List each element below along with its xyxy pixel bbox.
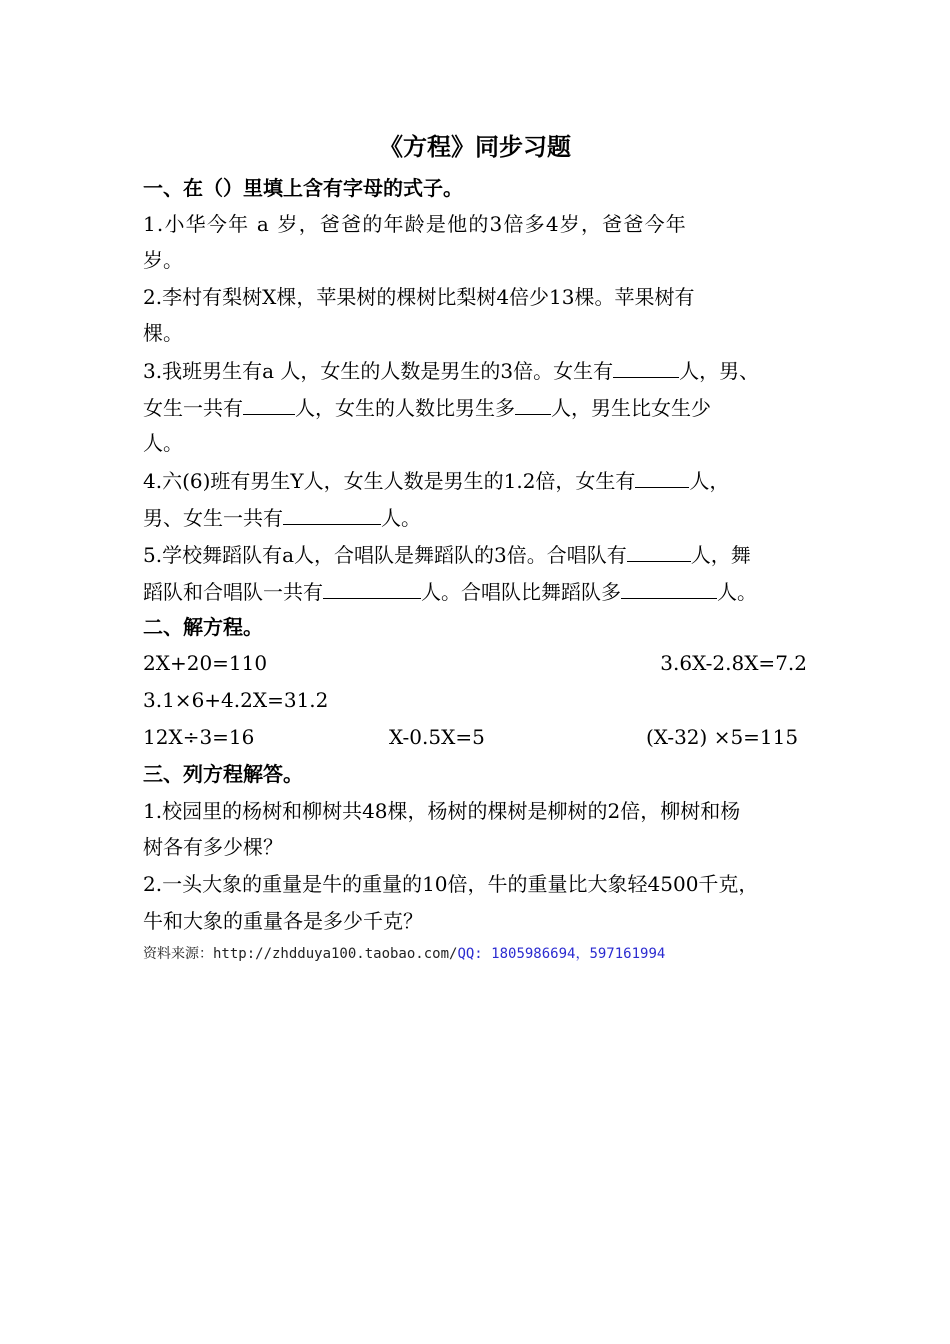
equation-2: 3.6X-2.8X=7.2 (660, 651, 807, 675)
question-3-text-d: 人，女生的人数比男生多 (295, 396, 515, 420)
problem-2-line-1: 2.一头大象的重量是牛的重量的10倍，牛的重量比大象轻4500千克， (143, 872, 759, 896)
question-3-text-b: 人，男、 (679, 359, 760, 383)
source-link[interactable]: 资料来源：http://zhdduya100.taobao.com/ (143, 946, 458, 962)
question-5-text-c: 蹈队和合唱队一共有 (143, 580, 323, 604)
question-3-text-a: 3.我班男生有a 人，女生的人数是男生的3倍。女生有 (143, 359, 614, 383)
question-2-line-2: 棵。 (143, 321, 183, 345)
question-4-text-a: 4.六(6)班有男生Y人，女生人数是男生的1.2倍，女生有 (143, 469, 636, 493)
page-title: 《方程》同步习题 (379, 132, 571, 161)
answer-blank[interactable] (635, 465, 689, 488)
answer-blank[interactable] (515, 392, 551, 415)
question-5-text-e: 人。 (717, 580, 757, 604)
section-2-heading: 二、解方程。 (143, 615, 263, 639)
problem-1-line-1: 1.校园里的杨树和柳树共48棵，杨树的棵树是柳树的2倍，柳树和杨 (143, 799, 741, 823)
equation-5: X-0.5X=5 (389, 725, 485, 749)
source-footer (143, 943, 665, 965)
question-3-text-e: 人，男生比女生少 (551, 396, 711, 420)
question-1-line-1: 1.小华今年 a 岁，爸爸的年龄是他的3倍多4岁，爸爸今年 (143, 212, 687, 236)
question-3-text-c: 女生一共有 (143, 396, 243, 420)
question-3-line-2 (143, 392, 823, 423)
answer-blank[interactable] (627, 539, 691, 562)
question-4-text-d: 人。 (381, 506, 421, 530)
question-5-line-1 (143, 539, 823, 570)
section-3-heading: 三、列方程解答。 (143, 762, 303, 786)
answer-blank[interactable] (243, 392, 295, 415)
equation-4: 12X÷3=16 (143, 725, 255, 749)
question-2-line-1: 2.李村有梨树X棵，苹果树的棵树比梨树4倍少13棵。苹果树有 (143, 285, 695, 309)
answer-blank[interactable] (323, 576, 421, 599)
question-3-line-3: 人。 (143, 431, 183, 455)
section-1-heading: 一、在（）里填上含有字母的式子。 (143, 176, 463, 200)
question-4-text-b: 人， (689, 469, 730, 493)
question-4-text-c: 男、女生一共有 (143, 506, 283, 530)
problem-2-line-2: 牛和大象的重量各是多少千克？ (143, 909, 423, 933)
question-1-line-2: 岁。 (143, 248, 183, 272)
problem-1-line-2: 树各有多少棵？ (143, 835, 283, 859)
question-4-line-2 (143, 502, 823, 533)
question-5-text-a: 5.学校舞蹈队有a人，合唱队是舞蹈队的3倍。合唱队有 (143, 543, 627, 567)
question-4-line-1 (143, 465, 823, 496)
question-3-line-1 (143, 355, 823, 386)
answer-blank[interactable] (613, 355, 679, 378)
question-5-text-d: 人。合唱队比舞蹈队多 (421, 580, 621, 604)
equation-1: 2X+20=110 (143, 651, 268, 675)
equation-6: (X-32) ×5=115 (646, 725, 799, 749)
question-5-text-b: 人，舞 (690, 543, 751, 567)
question-5-line-2 (143, 576, 823, 607)
answer-blank[interactable] (283, 502, 381, 525)
qq-contact: QQ: 1805986694，597161994 (457, 946, 666, 962)
answer-blank[interactable] (621, 576, 717, 599)
equation-3: 3.1×6+4.2X=31.2 (143, 688, 329, 712)
